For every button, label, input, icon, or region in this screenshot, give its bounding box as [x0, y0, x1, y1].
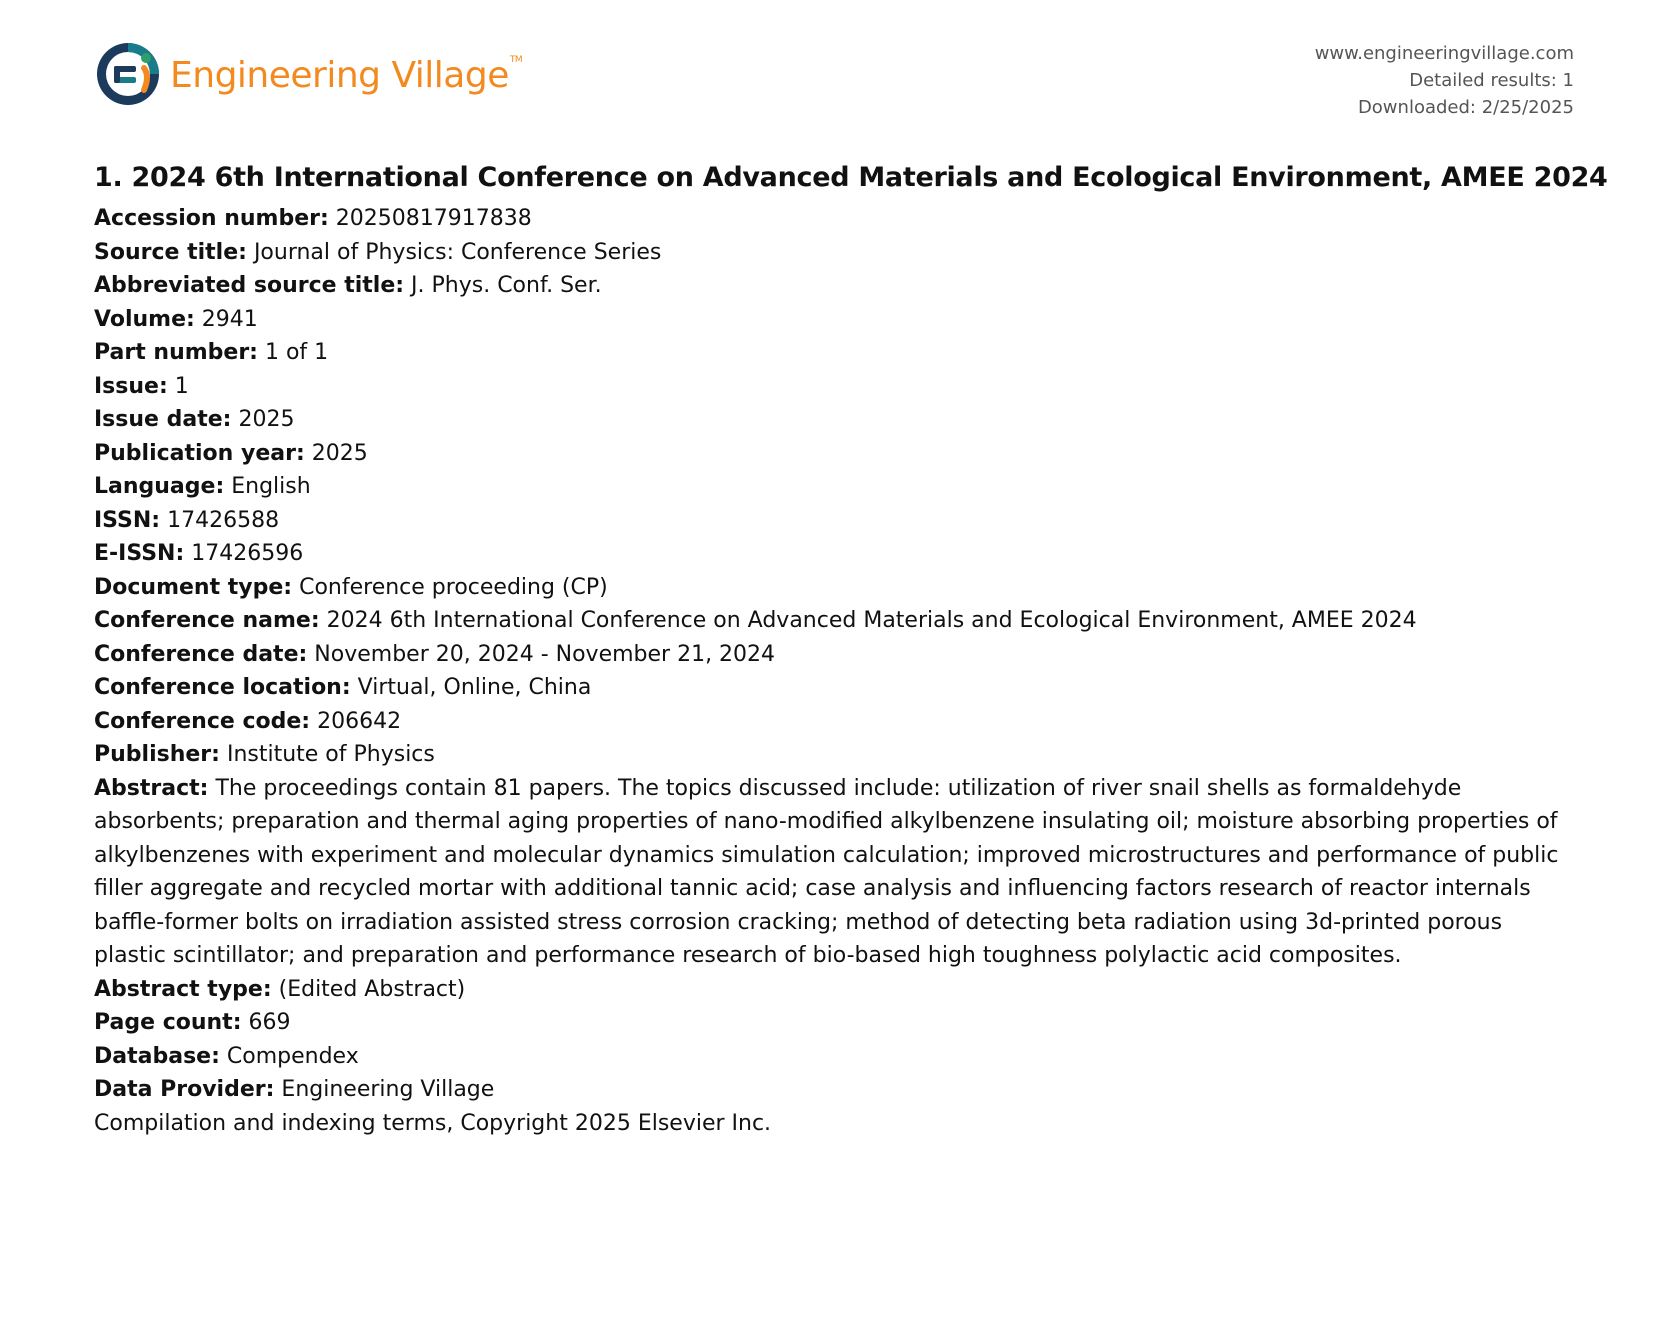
field-label: Page count: [94, 1010, 242, 1035]
detailed-results-count: Detailed results: 1 [1409, 70, 1574, 91]
record-title: 1. 2024 6th International Conference on Advanced Materials and Ecological Environment, AMEE 2024 [94, 162, 1608, 193]
field-issn [94, 504, 1574, 538]
field-label: Issue date: [94, 407, 232, 432]
field-label: Conference date: [94, 641, 308, 667]
field-conference-name [94, 604, 1574, 638]
field-label: Abbreviated source title: [94, 273, 405, 298]
field-value: November 20, 2024 - November 21, 2024 [314, 641, 776, 667]
field-label: Part number: [94, 340, 258, 365]
field-label: ISSN: [94, 507, 161, 533]
field-conference-code [94, 705, 1574, 739]
field-value: J. Phys. Conf. Ser. [411, 273, 602, 298]
field-label: Language: [94, 474, 225, 499]
field-label: Publication year: [94, 440, 305, 466]
download-date: Downloaded: 2/25/2025 [1357, 97, 1574, 118]
field-label: Conference location: [94, 675, 351, 700]
copyright-notice: Compilation and indexing terms, Copyright 2025 Elsevier Inc. [94, 1110, 772, 1136]
engineering-village-logo [94, 40, 522, 108]
field-abstract-type [94, 973, 1574, 1007]
field-label: Document type: [94, 574, 293, 600]
logo-wordmark: Engineering Village™ [170, 55, 523, 96]
trademark-symbol: TM [509, 55, 523, 65]
field-publisher [94, 738, 1574, 772]
field-conference-date [94, 638, 1574, 672]
field-label: Volume: [94, 306, 195, 332]
field-label: Conference code: [94, 708, 311, 734]
page-header [94, 36, 1574, 126]
ei-logo-icon [94, 40, 162, 108]
field-language [94, 470, 1574, 504]
field-data-provider [94, 1073, 1574, 1107]
field-value: English [231, 474, 311, 499]
field-label: Database: [94, 1043, 220, 1069]
field-value: 2025 [311, 440, 368, 466]
field-value: 206642 [317, 708, 402, 734]
field-label: Abstract: [94, 775, 209, 801]
field-value: (Edited Abstract) [278, 976, 466, 1002]
field-label: Conference name: [94, 608, 320, 633]
record-detail [94, 158, 1608, 1140]
field-value: 2941 [201, 306, 258, 332]
download-info [1315, 40, 1574, 121]
field-label: Source title: [94, 239, 247, 265]
field-value: Engineering Village [281, 1077, 495, 1102]
field-label: Issue: [94, 373, 168, 399]
field-value: 2024 6th International Conference on Advanced Materials and Ecological Environment, AMEE 2024 [326, 608, 1417, 633]
field-value: 17426588 [167, 507, 280, 533]
field-conference-location [94, 671, 1574, 705]
field-label: Publisher: [94, 742, 220, 767]
field-volume [94, 303, 1574, 337]
abstract-text: The proceedings contain 81 papers. The topics discussed include: utilization of river snail shells as formaldehyde absorbents; preparation and thermal aging properties of nano-modified alkylbenzene insulating oil; moisture absorbing properties of alkylbenzenes with experiment and molecular dynamics simulation calculation; improved microstructures and performance of public filler aggregate and recycled mortar with additional tannic acid; case analysis and influencing factors research of reactor internals baffle-former bolts on irradiation assisted stress corrosion cracking; method of detecting beta radiation using 3d-printed porous plastic scintillator; and preparation and performance research of bio-based high toughness polylactic acid composites. [94, 775, 1559, 968]
field-label: Abstract type: [94, 976, 272, 1002]
field-value: 17426596 [191, 541, 304, 566]
field-page-count [94, 1006, 1574, 1040]
field-value: Journal of Physics: Conference Series [253, 239, 662, 265]
field-value: 2025 [238, 407, 295, 432]
field-source-title [94, 236, 1574, 270]
field-database [94, 1040, 1574, 1074]
field-label: Data Provider: [94, 1077, 275, 1102]
field-label: E-ISSN: [94, 541, 185, 566]
field-value: 669 [248, 1010, 291, 1035]
field-value: Institute of Physics [226, 742, 435, 767]
field-abstract [94, 772, 1574, 973]
field-part-number [94, 336, 1574, 370]
field-e-issn [94, 537, 1574, 571]
website-url: www.engineeringvillage.com [1314, 43, 1574, 64]
field-value: Virtual, Online, China [357, 675, 592, 700]
field-label: Accession number: [94, 206, 329, 231]
field-value: Compendex [226, 1043, 359, 1069]
field-accession-number [94, 202, 1574, 236]
field-value: Conference proceeding (CP) [299, 574, 608, 600]
field-publication-year [94, 437, 1574, 471]
field-issue-date [94, 403, 1574, 437]
field-document-type [94, 571, 1574, 605]
field-value: 1 [174, 373, 189, 399]
field-value: 20250817917838 [335, 206, 532, 231]
field-abbreviated-source-title [94, 269, 1574, 303]
field-issue [94, 370, 1574, 404]
field-value: 1 of 1 [264, 340, 329, 365]
